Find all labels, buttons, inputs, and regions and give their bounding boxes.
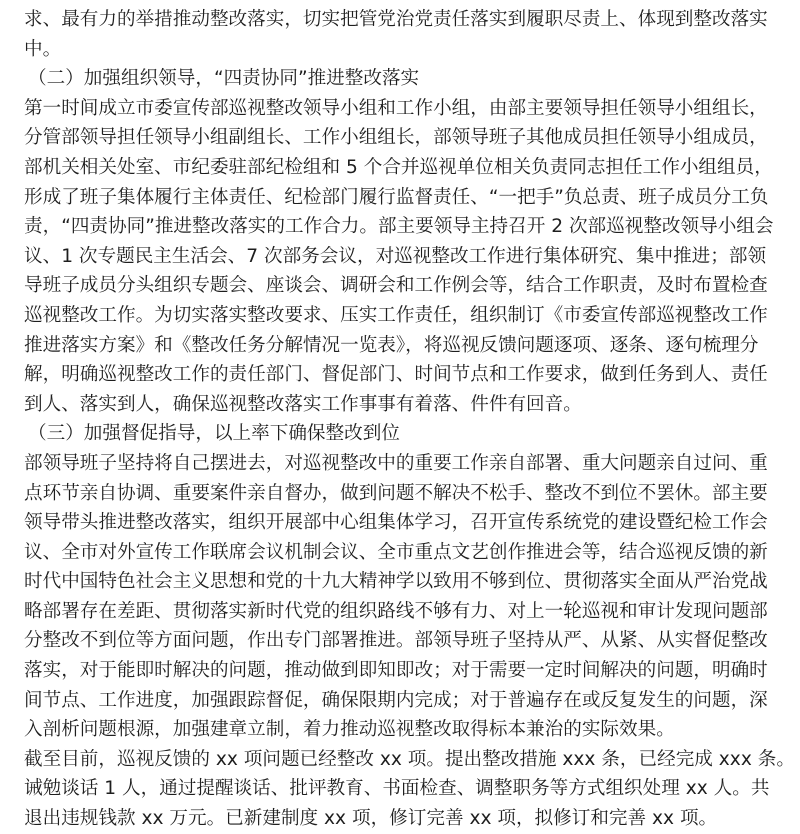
paragraph-line: 部领导班子坚持将自己摆进去，对巡视整改中的重要工作亲自部署、重大问题亲自过问、重 [24,452,768,474]
paragraph-line: 中。 [24,38,62,60]
section-heading: （三）加强督促指导，以上率下确保整改到位 [28,423,400,445]
paragraph-line: 推进落实方案》和《整改任务分解情况一览表》，将巡视反馈问题逐项、逐条、逐句梳理分 [24,334,759,356]
paragraph-line: 巡视整改工作。为切实落实整改要求、压实工作责任，组织制订《市委宣传部巡视整改工作 [24,304,768,326]
paragraph-line: 点环节亲自协调、重要案件亲自督办，做到问题不解决不松手、整改不到位不罢休。部主要 [24,482,768,504]
paragraph-line: 导班子成员分头组织专题会、座谈会、调研会和工作例会等，结合工作职责，及时布置检查 [24,275,768,297]
paragraph-line: 分整改不到位等方面问题，作出专门部署推进。部领导班子坚持从严、从紧、从实督促整改 [24,630,768,652]
paragraph-line: 第一时间成立市委宣传部巡视整改领导小组和工作小组，由部主要领导担任领导小组组长， [24,97,768,119]
paragraph-line: 解，明确巡视整改工作的责任部门、督促部门、时间节点和工作要求，做到任务到人、责任 [24,364,768,386]
paragraph-line: 落实，对于能即时解决的问题，推动做到即知即改；对于需要一定时间解决的问题，明确时 [24,660,768,682]
paragraph-line: 分管部领导担任领导小组副组长、工作小组组长，部领导班子其他成员担任领导小组成员， [24,127,768,149]
paragraph-line: 略部署存在差距、贯彻落实新时代党的组织路线不够有力、对上一轮巡视和审计发现问题部 [24,600,768,622]
paragraph-line: 部机关相关处室、市纪委驻部纪检组和 5 个合并巡视单位相关负责同志担任工作小组组员， [24,156,773,178]
paragraph-line: 领导带头推进整改落实，组织开展部中心组集体学习，召开宣传系统党的建设暨纪检工作会 [24,512,768,534]
paragraph-line: 诫勉谈话 1 人，通过提醒谈话、批评教育、书面检查、调整职务等方式组织处理 xx 人。共 [24,778,770,800]
paragraph-line: 间节点、工作进度，加强跟踪督促，确保限期内完成；对于普遍存在或反复发生的问题，深 [24,689,768,711]
section-heading: （二）加强组织领导，“四责协同”推进整改落实 [28,68,420,90]
paragraph-line: 截至目前，巡视反馈的 xx 项问题已经整改 xx 项。提出整改措施 xxx 条，已经完成 xxx 条。 [24,748,795,770]
paragraph-line: 入剖析问题根源，加强建章立制，着力推动巡视整改取得标本兼治的实际效果。 [24,719,675,741]
document-body [24,5,794,834]
paragraph-line: 到人、落实到人，确保巡视整改落实工作事事有着落、件件有回音。 [24,393,582,415]
paragraph-line: 形成了班子集体履行主体责任、纪检部门履行监督责任、“一把手”负总责、班子成员分工负 [24,186,769,208]
paragraph-line: 时代中国特色社会主义思想和党的十九大精神学以致用不够到位、贯彻落实全面从严治党战 [24,571,768,593]
paragraph-line: 求、最有力的举措推动整改落实，切实把管党治党责任落实到履职尽责上、体现到整改落实 [24,9,768,30]
paragraph-line: 退出违规钱款 xx 万元。已新建制度 xx 项，修订完善 xx 项，拟修订和完善 xx 项。 [24,808,718,830]
paragraph-line: 议、全市对外宣传工作联席会议机制会议、全市重点文艺创作推进会等，结合巡视反馈的新 [24,541,768,563]
paragraph-line: 责，“四责协同”推进整改落实的工作合力。部主要领导主持召开 2 次部巡视整改领导小组会 [24,216,774,238]
paragraph-line: 议、1 次专题民主生活会、7 次部务会议，对巡视整改工作进行集体研究、集中推进；部领 [24,245,767,267]
